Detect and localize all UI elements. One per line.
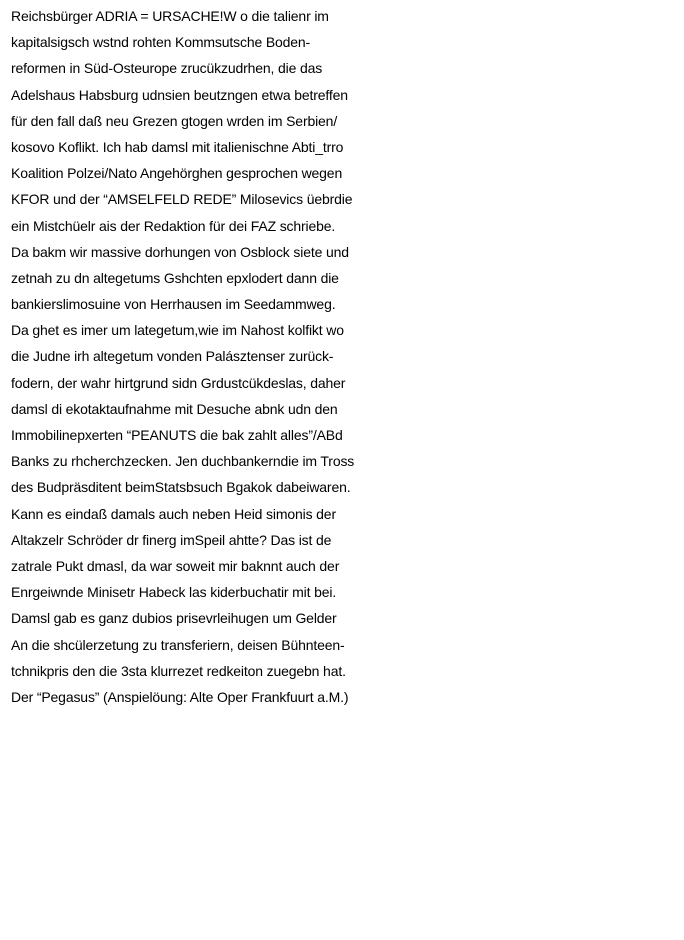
text-line-24: Damsl gab es ganz dubios prisevrleihugen um Gelder [11, 610, 337, 627]
text-line-26: tchnikpris den die 3sta klurrezet redkeiton zuegebn hat. [11, 662, 346, 679]
text-line-12: bankierslimosuine von Herrhausen im Seedammweg. [11, 296, 336, 313]
text-line-23: Enrgeiwnde Minisetr Habeck las kiderbuchatir mit bei. [11, 584, 337, 601]
text-line-5: für den fall daß neu Grezen gtogen wrden im Serbien/ [11, 112, 338, 129]
text-line-17: Immobilinepxerten “PEANUTS die bak zahlt alles”/ABd [11, 427, 343, 443]
text-line-11: zetnah zu dn altegetums Gshchten epxlodert dann die [11, 269, 339, 286]
text-line-18: Banks zu rhcherchzecken. Jen duchbankerndie im Tross [11, 453, 355, 470]
text-line-10: Da bakm wir massive dorhungen von Osblock siete und [11, 243, 349, 260]
text-line-4: Adelshaus Habsburg udnsien beutzngen etwa betreffen [11, 86, 348, 103]
text-line-25: An die shcülerzetung zu transferiern, deisen Bühnteen- [11, 636, 345, 653]
text-line-15: fodern, der wahr hirtgrund sidn Grdustcükdeslas, daher [11, 374, 346, 391]
text-line-19: des Budpräsditent beimStatsbsuch Bgakok dabeiwaren. [11, 479, 351, 496]
text-line-9: ein Mistchüelr ais der Redaktion für dei FAZ schriebe. [11, 217, 336, 234]
body-text [11, 3, 683, 710]
text-line-7: Koalition Polzei/Nato Angehörghen gesprochen wegen [11, 165, 343, 182]
text-line-2: kapitalsigsch wstnd rohten Kommsutsche Boden- [11, 34, 311, 51]
text-line-16: damsl di ekotaktaufnahme mit Desuche abnk udn den [11, 400, 338, 417]
text-line-27: Der “Pegasus” (Anspielöung: Alte Oper Frankfuurt a.M.) [11, 688, 349, 705]
text-line-20: Kann es eindaß damals auch neben Heid simonis der [11, 505, 336, 522]
text-line-21: Altakzelr Schröder dr finerg imSpeil ahtte? Das ist de [11, 531, 332, 548]
text-line-8: KFOR und der “AMSELFELD REDE” Milosevics üebrdie [11, 191, 353, 208]
text-line-1: Reichsbürger ADRIA = URSACHE!W o die talienr im [11, 8, 329, 24]
text-line-22: zatrale Pukt dmasl, da war soweit mir baknnt auch der [11, 557, 340, 574]
text-line-3: reformen in Süd-Osteurope zrucükzudrhen, die das [11, 60, 323, 77]
text-line-13: Da ghet es imer um lategetum,wie im Nahost kolfikt wo [11, 322, 344, 339]
text-line-6: kosovo Koflikt. Ich hab damsl mit italienischne Abti_trro [11, 138, 344, 155]
text-line-14: die Judne irh altegetum vonden Palásztenser zurück- [11, 348, 334, 365]
